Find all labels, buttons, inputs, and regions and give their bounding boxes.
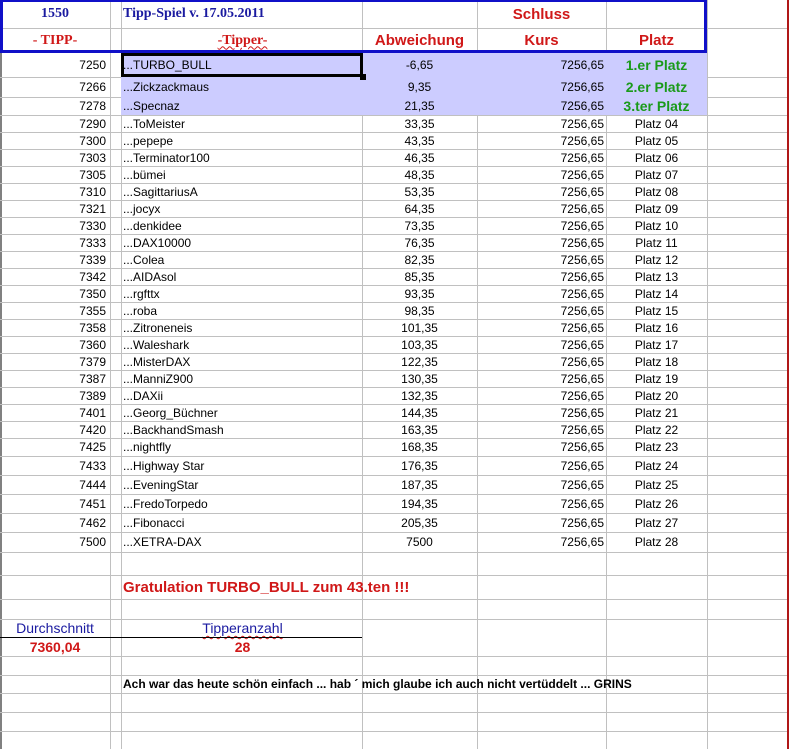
platz-cell[interactable]: Platz 06	[634, 150, 679, 165]
abweichung-cell[interactable]: 21,35	[404, 99, 435, 113]
platz-cell[interactable]: Platz 15	[634, 303, 679, 318]
platz-cell[interactable]: Platz 13	[634, 269, 679, 284]
table-row	[0, 53, 787, 77]
platz-cell[interactable]: Platz 07	[634, 167, 679, 182]
kurs-cell[interactable]: 7256,65	[560, 371, 604, 386]
platz-cell[interactable]: Platz 09	[634, 201, 679, 216]
tipper-cell[interactable]: ...Colea	[123, 252, 165, 267]
platz-cell[interactable]: 3.ter Platz	[623, 98, 690, 114]
grid-hline	[0, 693, 787, 694]
platz-cell[interactable]: Platz 28	[634, 535, 679, 549]
grid-hline	[0, 656, 787, 657]
kurs-cell[interactable]: 7256,65	[560, 303, 604, 318]
tipper-cell[interactable]: ...denkidee	[123, 218, 182, 233]
tipp-cell[interactable]: 7500	[79, 535, 106, 549]
tipper-cell[interactable]: ...ManniZ900	[123, 371, 194, 386]
abweichung-cell[interactable]: 93,35	[404, 286, 435, 301]
tipper-cell[interactable]: ...Georg_Büchner	[123, 405, 218, 420]
abweichung-cell[interactable]: 132,35	[401, 388, 438, 403]
comment-span: Ach war das heute schön einfach ... hab ´ mich glaube ich auch nicht vertüddelt ... GRINS	[123, 677, 632, 691]
tipperanzahl-label[interactable]: Tipperanzahl	[202, 620, 283, 636]
table-row	[0, 234, 787, 251]
platz-cell[interactable]: Platz 26	[634, 496, 679, 511]
abweichung-cell[interactable]: 43,35	[404, 133, 435, 148]
tipper-cell[interactable]: ...DAX10000	[123, 235, 192, 250]
abweichung-cell[interactable]: 53,35	[404, 184, 435, 199]
kurs-cell[interactable]: 7256,65	[560, 184, 604, 199]
header-frame	[0, 0, 707, 53]
table-row	[0, 353, 787, 370]
tipper-cell[interactable]: ...rgfttx	[123, 286, 160, 301]
kurs-cell[interactable]: 7256,65	[560, 99, 604, 113]
tipp-cell[interactable]: 7321	[79, 201, 106, 216]
abweichung-cell[interactable]: 85,35	[404, 269, 435, 284]
kurs-cell[interactable]: 7256,65	[560, 354, 604, 369]
abweichung-cell[interactable]: 73,35	[404, 218, 435, 233]
tipp-cell[interactable]: 7339	[79, 252, 106, 267]
tipp-cell[interactable]: 7355	[79, 303, 106, 318]
tipp-cell[interactable]: 7401	[79, 405, 106, 420]
tipperanzahl-value[interactable]: 28	[234, 639, 251, 655]
summary-label-row	[0, 619, 787, 637]
tipper-cell[interactable]: ...XETRA-DAX	[123, 535, 202, 549]
platz-cell[interactable]: Platz 25	[634, 477, 679, 492]
platz-cell[interactable]: Platz 12	[634, 252, 679, 267]
kurs-cell[interactable]: 7256,65	[560, 133, 604, 148]
tipper-cell[interactable]: ...AIDAsol	[123, 269, 177, 284]
tipp-cell[interactable]: 7333	[79, 235, 106, 250]
abweichung-cell[interactable]: 9,35	[407, 80, 432, 94]
kurs-cell[interactable]: 7256,65	[560, 58, 604, 72]
kurs-cell[interactable]: 7256,65	[560, 167, 604, 182]
tipper-cell[interactable]: ...nightfly	[123, 440, 172, 454]
tipp-cell[interactable]: 7310	[79, 184, 106, 199]
abweichung-cell[interactable]: 98,35	[404, 303, 435, 318]
tipp-cell[interactable]: 7389	[79, 388, 106, 403]
platz-cell[interactable]: Platz 17	[634, 337, 679, 352]
selected-cell-outline	[121, 53, 363, 77]
tipper-cell[interactable]: ...Zitroneneis	[123, 320, 193, 335]
abweichung-cell[interactable]: 101,35	[401, 320, 438, 335]
tipper-cell[interactable]: ...EveningStar	[123, 477, 199, 492]
durchschnitt-label[interactable]: Durchschnitt	[16, 620, 94, 636]
table-row	[0, 97, 787, 115]
tipp-cell[interactable]: 7305	[79, 167, 106, 182]
kurs-cell[interactable]: 7256,65	[560, 337, 604, 352]
abweichung-cell[interactable]: 187,35	[401, 477, 438, 492]
tipp-cell[interactable]: 7420	[79, 422, 106, 437]
table-row	[0, 285, 787, 302]
platz-cell[interactable]: Platz 22	[634, 422, 679, 437]
table-row	[0, 132, 787, 149]
col-header-tipper[interactable]: -Tipper-	[217, 32, 268, 48]
kurs-cell[interactable]: 7256,65	[560, 252, 604, 267]
grid-hline	[0, 552, 787, 553]
tipper-cell[interactable]: ...pepepe	[123, 133, 174, 148]
summary-value-row	[0, 638, 787, 656]
table-row	[0, 217, 787, 234]
tipp-cell[interactable]: 7300	[79, 133, 106, 148]
grid-hline	[0, 712, 787, 713]
tipper-cell[interactable]: ...Fibonacci	[123, 515, 185, 530]
tipper-cell[interactable]: ...ToMeister	[123, 116, 186, 131]
gratulation-span: Gratulation TURBO_BULL zum 43.ten !!!	[123, 578, 410, 596]
kurs-cell[interactable]: 7256,65	[560, 235, 604, 250]
tipp-cell[interactable]: 7266	[79, 80, 106, 94]
abweichung-cell[interactable]: -6,65	[405, 58, 434, 72]
durchschnitt-value[interactable]: 7360,04	[29, 639, 81, 655]
platz-cell[interactable]: Platz 24	[634, 458, 679, 473]
tipp-cell[interactable]: 7379	[79, 354, 106, 369]
table-row	[0, 404, 787, 421]
kurs-cell[interactable]: 7256,65	[560, 440, 604, 454]
tipp-cell[interactable]: 7444	[79, 477, 106, 492]
abweichung-cell[interactable]: 76,35	[404, 235, 435, 250]
kurs-cell[interactable]: 7256,65	[560, 269, 604, 284]
abweichung-cell[interactable]: 168,35	[401, 440, 438, 454]
platz-cell[interactable]: Platz 27	[634, 515, 679, 530]
abweichung-cell[interactable]: 163,35	[401, 422, 438, 437]
kurs-cell[interactable]: 7256,65	[560, 477, 604, 492]
tipp-cell[interactable]: 7425	[79, 440, 106, 454]
abweichung-cell[interactable]: 7500	[406, 535, 433, 549]
tipp-cell[interactable]: 7462	[79, 515, 106, 530]
table-row	[0, 387, 787, 404]
tipper-cell[interactable]: ...bümei	[123, 167, 166, 182]
tipp-cell[interactable]: 7250	[79, 58, 106, 72]
table-row	[0, 456, 787, 475]
kurs-cell[interactable]: 7256,65	[560, 201, 604, 216]
tipp-cell[interactable]: 7278	[79, 99, 106, 113]
abweichung-cell[interactable]: 33,35	[404, 116, 435, 131]
gratulation-text[interactable]	[121, 575, 410, 599]
table-row	[0, 513, 787, 532]
table-row	[0, 166, 787, 183]
page-title[interactable]: Tipp-Spiel v. 17.05.2011	[123, 6, 265, 21]
col-header-kurs[interactable]: Kurs	[524, 32, 559, 49]
tipper-count-label[interactable]: 1550	[41, 6, 69, 21]
tipper-cell[interactable]: ...BackhandSmash	[123, 422, 224, 437]
abweichung-cell[interactable]: 144,35	[401, 405, 438, 420]
platz-cell[interactable]: Platz 08	[634, 184, 679, 199]
comment-text[interactable]	[121, 675, 632, 693]
table-row	[0, 319, 787, 336]
tipp-cell[interactable]: 7303	[79, 150, 106, 165]
platz-cell[interactable]: Platz 18	[634, 354, 679, 369]
kurs-cell[interactable]: 7256,65	[560, 405, 604, 420]
table-row	[0, 421, 787, 438]
table-row	[0, 115, 787, 132]
col-header-abweichung[interactable]: Abweichung	[374, 32, 465, 49]
platz-cell[interactable]: 2.er Platz	[625, 79, 688, 95]
tipp-cell[interactable]: 7387	[79, 371, 106, 386]
platz-cell[interactable]: Platz 20	[634, 388, 679, 403]
fill-handle[interactable]	[360, 74, 366, 80]
kurs-cell[interactable]: 7256,65	[560, 515, 604, 530]
tipper-cell[interactable]: ...Specnaz	[123, 99, 180, 113]
tipper-cell[interactable]: ...SagittariusA	[123, 184, 198, 199]
abweichung-cell[interactable]: 46,35	[404, 150, 435, 165]
col-header-platz[interactable]: Platz	[638, 32, 674, 49]
platz-cell[interactable]: Platz 05	[634, 133, 679, 148]
abweichung-cell[interactable]: 64,35	[404, 201, 435, 216]
table-row	[0, 370, 787, 387]
abweichung-cell[interactable]: 103,35	[401, 337, 438, 352]
platz-cell[interactable]: Platz 23	[634, 440, 679, 454]
tipp-cell[interactable]: 7330	[79, 218, 106, 233]
col-header-tipp[interactable]: - TIPP-	[32, 32, 78, 48]
tipper-cell[interactable]: ...DAXii	[123, 388, 164, 403]
tipper-cell[interactable]: ...FredoTorpedo	[123, 496, 208, 511]
abweichung-cell[interactable]: 82,35	[404, 252, 435, 267]
table-row	[0, 149, 787, 166]
kurs-cell[interactable]: 7256,65	[560, 496, 604, 511]
abweichung-cell[interactable]: 176,35	[401, 458, 438, 473]
abweichung-cell[interactable]: 130,35	[401, 371, 438, 386]
kurs-cell[interactable]: 7256,65	[560, 286, 604, 301]
kurs-cell[interactable]: 7256,65	[560, 388, 604, 403]
kurs-cell[interactable]: 7256,65	[560, 535, 604, 549]
tipp-cell[interactable]: 7350	[79, 286, 106, 301]
kurs-cell[interactable]: 7256,65	[560, 422, 604, 437]
platz-cell[interactable]: Platz 16	[634, 320, 679, 335]
gratulation-row	[0, 575, 787, 599]
kurs-cell[interactable]: 7256,65	[560, 218, 604, 233]
abweichung-cell[interactable]: 205,35	[401, 515, 438, 530]
table-row	[0, 268, 787, 285]
platz-cell[interactable]: Platz 11	[635, 235, 678, 250]
table-row	[0, 438, 787, 456]
grid-hline	[0, 599, 787, 600]
table-row	[0, 251, 787, 268]
platz-cell[interactable]: 1.er Platz	[625, 57, 688, 73]
platz-cell[interactable]: Platz 14	[634, 286, 679, 301]
tipper-cell[interactable]: ...Waleshark	[123, 337, 190, 352]
tipper-cell[interactable]: ...Zickzackmaus	[123, 80, 210, 94]
schluss-label[interactable]: Schluss	[512, 5, 571, 23]
abweichung-cell[interactable]: 122,35	[401, 354, 438, 369]
tipp-cell[interactable]: 7358	[79, 320, 106, 335]
tipp-cell[interactable]: 7451	[79, 496, 106, 511]
comment-row	[0, 675, 787, 693]
tipper-cell[interactable]: ...jocyx	[123, 201, 161, 216]
tipper-cell[interactable]: ...MisterDAX	[123, 354, 191, 369]
grid-hline	[0, 731, 787, 732]
platz-cell[interactable]: Platz 21	[634, 405, 679, 420]
kurs-cell[interactable]: 7256,65	[560, 150, 604, 165]
tipp-cell[interactable]: 7360	[79, 337, 106, 352]
table-row	[0, 183, 787, 200]
page-break-line	[787, 0, 789, 749]
table-row	[0, 475, 787, 494]
platz-cell[interactable]: Platz 10	[634, 218, 679, 233]
kurs-cell[interactable]: 7256,65	[560, 80, 604, 94]
platz-cell[interactable]: Platz 04	[634, 116, 679, 131]
platz-cell[interactable]: Platz 19	[634, 371, 679, 386]
kurs-cell[interactable]: 7256,65	[560, 116, 604, 131]
tipper-cell[interactable]: ...TURBO_BULL	[123, 58, 212, 72]
tipp-cell[interactable]: 7433	[79, 458, 106, 473]
tipp-cell[interactable]: 7290	[79, 116, 106, 131]
table-row	[0, 200, 787, 217]
abweichung-cell[interactable]: 194,35	[401, 496, 438, 511]
table-row	[0, 336, 787, 353]
table-row	[0, 494, 787, 513]
tipp-cell[interactable]: 7342	[79, 269, 106, 284]
kurs-cell[interactable]: 7256,65	[560, 320, 604, 335]
tipper-cell[interactable]: ...Terminator100	[123, 150, 210, 165]
table-row	[0, 77, 787, 97]
table-row	[0, 532, 787, 552]
abweichung-cell[interactable]: 48,35	[404, 167, 435, 182]
kurs-cell[interactable]: 7256,65	[560, 458, 604, 473]
table-row	[0, 302, 787, 319]
tipper-cell[interactable]: ...Highway Star	[123, 458, 205, 473]
tipper-cell[interactable]: ...roba	[123, 303, 158, 318]
